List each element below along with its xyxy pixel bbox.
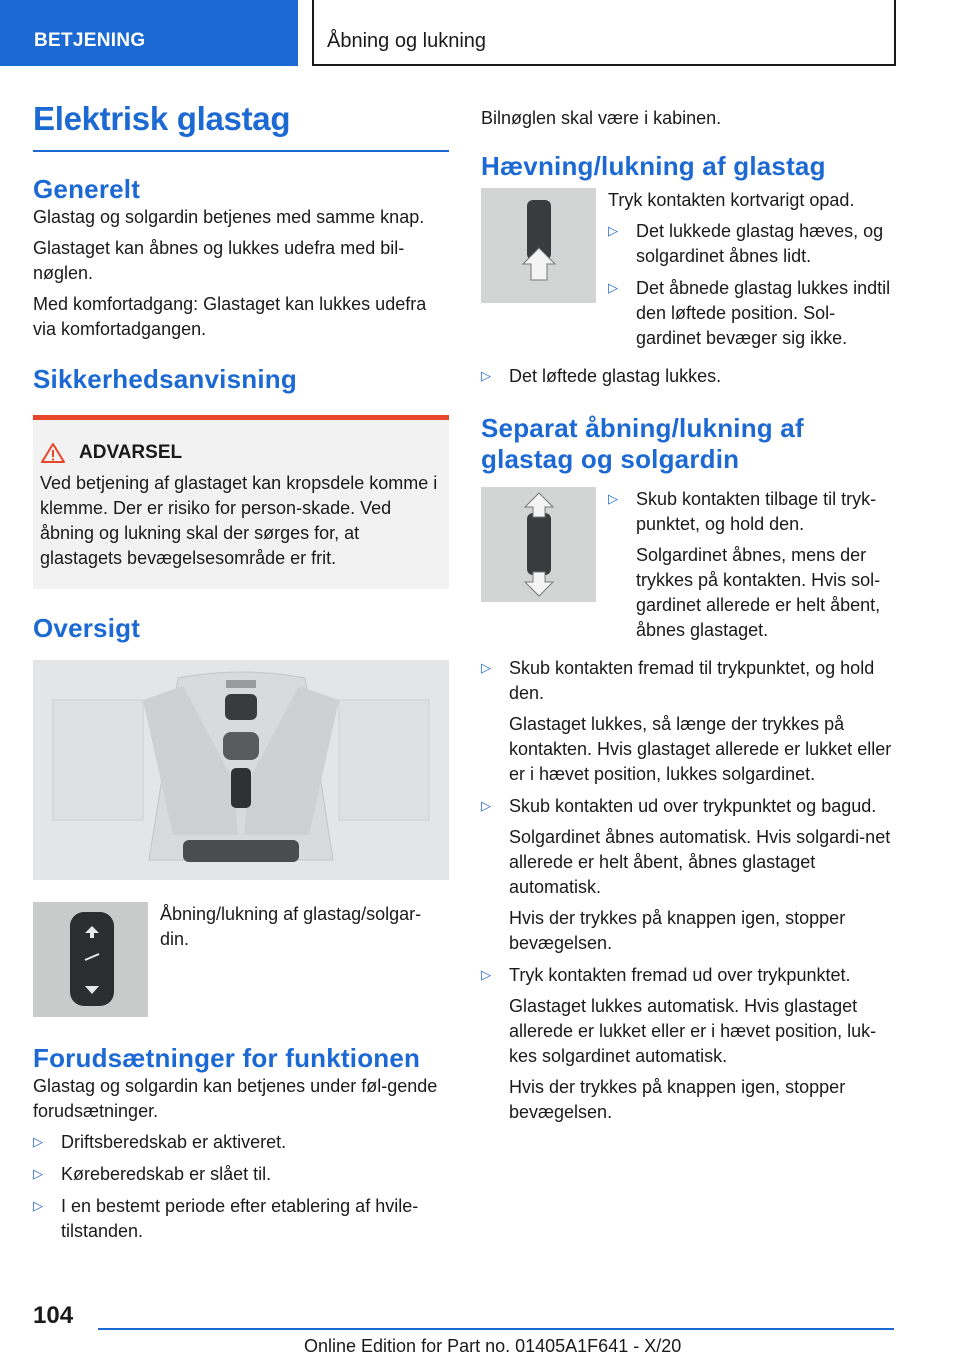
section-label: BETJENING — [34, 30, 146, 51]
left-column — [33, 100, 449, 1251]
separat-list — [481, 656, 897, 1125]
warning-triangle-icon — [40, 442, 66, 464]
warning-box — [33, 415, 449, 589]
heading-generelt: Generelt — [33, 174, 141, 204]
switch-updown-image — [481, 487, 596, 602]
list-item: ▷ Skub kontakten fremad til trykpunktet, og hold den. Glastaget lukkes, så længe der trykkes på kontakten. Hvis glastaget allerede er lukket eller er i hævet position, lukkes solgardinet. — [481, 656, 897, 787]
paragraph: Tryk kontakten kortvarigt opad. — [608, 190, 855, 210]
list-item: ▷ Skub kontakten ud over trykpunktet og bagud. Solgardinet åbnes automatisk. Hvis solgardi-net allerede er helt åbent, åbnes glastaget automatisk. Hvis der trykkes på knappen igen, stopper bevægelsen. — [481, 794, 897, 956]
list-item: ▷ I en bestemt periode efter etablering af hvile-tilstanden. — [33, 1194, 449, 1244]
list-item: ▷ Driftsberedskab er aktiveret. — [33, 1130, 449, 1155]
paragraph: Glastaget kan åbnes og lukkes udefra med bil-nøglen. — [33, 238, 405, 283]
paragraph: Med komfortadgang: Glastaget kan lukkes udefra via komfortadgangen. — [33, 294, 427, 339]
section-tab — [0, 0, 298, 66]
heading-haevning: Hævning/lukning af glastag — [481, 151, 826, 181]
switch-image — [33, 902, 148, 1017]
paragraph: Bilnøglen skal være i kabinen. — [481, 108, 722, 128]
list-item: ▷ Det åbnede glastag lukkes indtil den løftede position. Sol-gardinet bevæger sig ikke. — [608, 276, 897, 351]
conditions-list — [33, 1130, 449, 1244]
roof-console-image — [33, 660, 449, 880]
page-number: 104 — [33, 1302, 74, 1329]
page-title: Elektrisk glastag — [33, 100, 449, 152]
warning-text: Ved betjening af glastaget kan kropsdele komme i klemme. Der er risiko for person-skade. Ved åbning og lukning skal der sørges for, at glastagets bevægelsesområde er frit. — [40, 473, 438, 568]
note: Hvis der trykkes på knappen igen, stopper bevægelsen. — [509, 908, 846, 953]
list-item: ▷ Tryk kontakten fremad ud over trykpunktet. Glastaget lukkes automatisk. Hvis glastaget allerede er lukket eller er i hævet position, luk-kes solgardinet automatisk. Hvis der trykkes på knappen igen, stopper bevægelsen. — [481, 963, 897, 1125]
list-item: ▷ Det lukkede glastag hæves, og solgardinet åbnes lidt. — [608, 219, 897, 269]
note: Glastaget lukkes automatisk. Hvis glastaget allerede er lukket eller er i hævet position, luk-kes solgardinet automatisk. — [509, 996, 877, 1066]
note: Hvis der trykkes på knappen igen, stopper bevægelsen. — [509, 1077, 846, 1122]
warning-label: ADVARSEL — [79, 442, 183, 463]
footer-divider — [98, 1328, 894, 1330]
paragraph: Glastag og solgardin betjenes med samme knap. — [33, 207, 425, 227]
note: Solgardinet åbnes, mens der trykkes på kontakten. Hvis sol-gardinet allerede er helt åbent, åbnes glastaget. — [636, 545, 881, 640]
note: Solgardinet åbnes automatisk. Hvis solgardi-net allerede er helt åbent, åbnes glastaget automatisk. — [509, 827, 891, 897]
chapter-tab — [312, 0, 896, 66]
heading-oversigt: Oversigt — [33, 613, 141, 643]
heading-separat: Separat åbning/lukning af glastag og solgardin — [481, 413, 804, 474]
figure-caption: Åbning/lukning af glastag/solgar-din. — [160, 904, 422, 949]
heading-forudsaetninger: Forudsætninger for funktionen — [33, 1043, 421, 1073]
paragraph: Glastag og solgardin kan betjenes under føl-gende forudsætninger. — [33, 1076, 438, 1121]
chapter-label: Åbning og lukning — [327, 30, 487, 52]
switch-up-image — [481, 188, 596, 303]
list-item: ▷ Skub kontakten tilbage til tryk-punktet, og hold den. Solgardinet åbnes, mens der trykkes på kontakten. Hvis sol-gardinet allerede er helt åbent, åbnes glastaget. — [608, 487, 897, 643]
list-item: ▷ Køreberedskab er slået til. — [33, 1162, 449, 1187]
right-column — [481, 106, 897, 1132]
footer-edition: Online Edition for Part no. 01405A1F641 - X/20 — [304, 1336, 682, 1356]
note: Glastaget lukkes, så længe der trykkes på kontakten. Hvis glastaget allerede er lukket eller er i hævet position, lukkes solgardinet. — [509, 714, 892, 784]
list-item: ▷ Det løftede glastag lukkes. — [481, 364, 897, 389]
heading-sikkerhed: Sikkerhedsanvisning — [33, 364, 297, 394]
